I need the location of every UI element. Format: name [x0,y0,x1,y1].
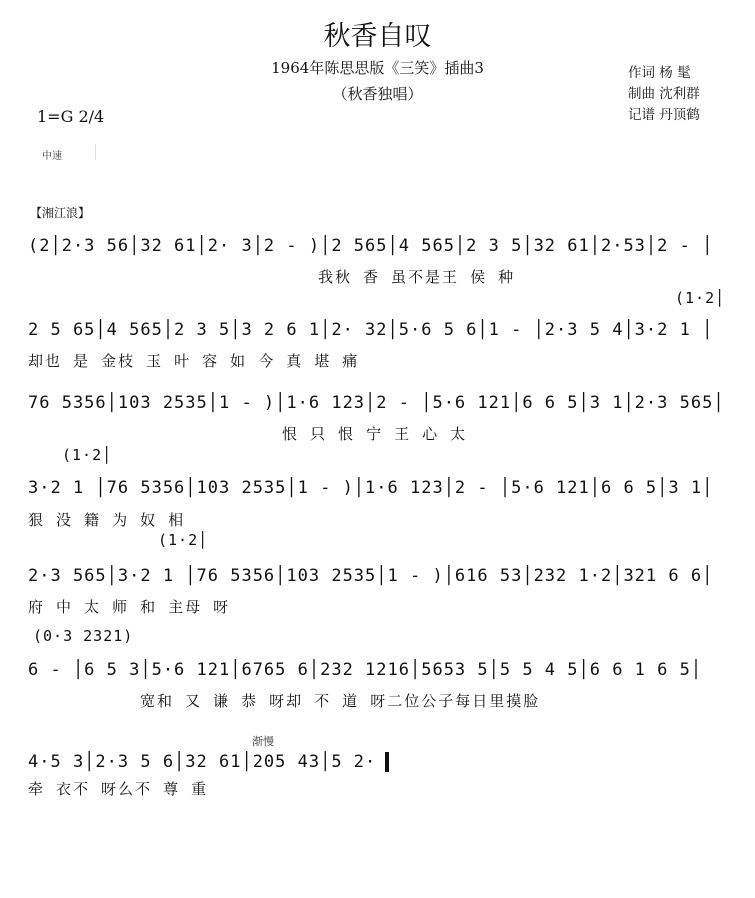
tempo-marking: 中速 [42,151,62,162]
score-line-2: 2 5 65│4 565│2 3 5│3 2 6 1│2· 32│5·6 5 6│1 - │2·3 5 4│3·2 1 │ [28,320,714,340]
credit-lyricist: 作词 杨 髦 [628,65,691,81]
overlay-line-6: (0·3 2321) [33,627,134,645]
divider [95,144,96,160]
lyrics-line-4: 狠 没 籍 为 奴 相 [28,511,186,529]
song-title: 秋香自叹 [323,21,432,52]
lyrics-line-5: 府 中 太 师 和 主母 呀 [28,598,231,616]
score-line-6: 6 - │6 5 3│5·6 121│6765 6│232 1216│5653 5│5 5 4 5│6 6 1 6 5│ [28,660,703,680]
performer-note: （秋香独唱） [332,85,423,103]
credit-composer: 制曲 沈利群 [628,86,700,102]
overlay-line-5: (1·2│ [158,531,209,549]
lyrics-line-6: 宽和 又 谦 恭 呀却 不 道 呀二位公子每日里摸脸 [140,692,541,710]
score-line-7: 4·5 3│2·3 5 6│32 61│205 43│5 2· [28,752,377,772]
credit-transcriber: 记谱 丹顶鹤 [628,107,700,123]
score-line-5: 2·3 565│3·2 1 │76 5356│103 2535│1 - )│616 53│232 1·2│321 6 6│ [28,566,714,586]
tempo-annotation: 渐慢 [252,735,274,748]
lyrics-line-2: 却也 是 金枝 玉 叶 容 如 今 真 堪 痛 [28,352,360,370]
score-line-3: 76 5356│103 2535│1 - )│1·6 123│2 - │5·6 121│6 6 5│3 1│2·3 565│ [28,393,725,413]
lyrics-line-7: 牵 衣不 呀么不 尊 重 [28,780,209,798]
lyrics-line-3: 恨 只 恨 宁 王 心 太 [282,425,468,443]
score-line-1: (2│2·3 56│32 61│2· 3│2 - )│2 565│4 565│2 3 5│32 61│2·53│2 - │ [28,236,714,256]
overlay-line-2: (1·2│ [675,289,726,307]
final-barline [385,752,389,772]
section-label: 【湘江浪】 [30,206,91,220]
overlay-line-4: (1·2│ [62,446,113,464]
lyrics-line-1: 我秋 香 虽不是王 侯 种 [318,268,516,286]
key-signature: 1=G 2/4 [37,107,105,126]
song-subtitle: 1964年陈思思版《三笑》插曲3 [271,59,484,77]
score-line-4: 3·2 1 │76 5356│103 2535│1 - )│1·6 123│2 - │5·6 121│6 6 5│3 1│ [28,478,714,498]
credits [628,63,700,126]
